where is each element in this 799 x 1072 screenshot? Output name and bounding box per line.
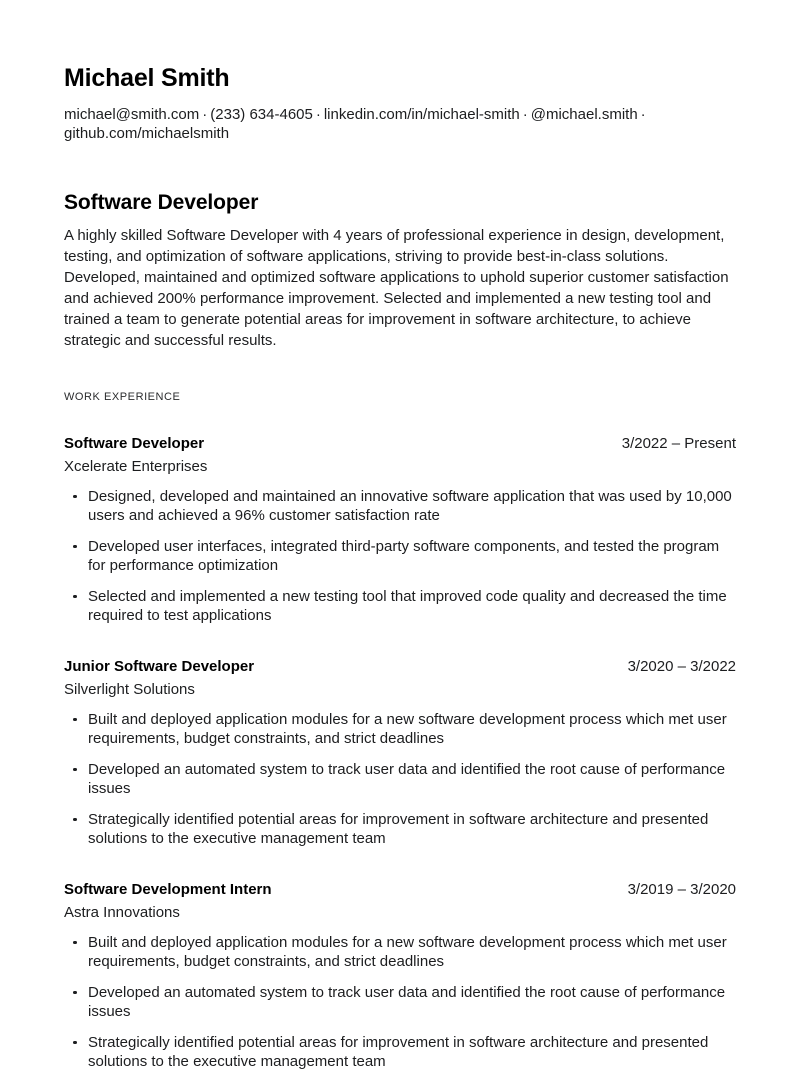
bullet-text: Strategically identified potential areas for improvement in software architecture and presented solutions to the executive management team — [88, 1033, 709, 1071]
contact-item[interactable]: @michael.smith — [530, 105, 638, 123]
entry-date-range: 3/2022 – Present — [621, 434, 736, 452]
entry-header — [64, 880, 736, 900]
entry-header — [64, 657, 736, 677]
work-experience-list — [64, 434, 736, 1072]
contact-item[interactable]: michael@smith.com — [64, 105, 200, 123]
bullet-dot-icon — [73, 718, 77, 722]
entry-bullet-list — [64, 933, 736, 1072]
entry-bullet — [64, 760, 736, 799]
bullet-dot-icon — [73, 595, 77, 599]
entry-bullet-list — [64, 710, 736, 849]
entry-bullet — [64, 810, 736, 849]
bullet-dot-icon — [73, 1041, 77, 1045]
contact-separator: · — [640, 105, 646, 123]
entry-job-title: Software Developer — [64, 434, 205, 452]
entry-bullet — [64, 487, 736, 526]
contact-separator: · — [202, 105, 208, 123]
work-experience-entry — [64, 880, 736, 1072]
bullet-dot-icon — [73, 768, 77, 772]
bullet-text: Developed user interfaces, integrated third-party software components, and tested the program for performance optimization — [88, 537, 720, 575]
bullet-dot-icon — [73, 991, 77, 995]
contact-separator: · — [522, 105, 528, 123]
entry-bullet — [64, 537, 736, 576]
bullet-text: Selected and implemented a new testing tool that improved code quality and decreased the time required to test applications — [88, 587, 727, 625]
bullet-text: Built and deployed application modules for a new software development process which met user requirements, budget constraints, and strict deadlines — [88, 933, 727, 971]
contact-item[interactable]: github.com/michaelsmith — [64, 125, 230, 142]
entry-bullet-list — [64, 487, 736, 626]
bullet-dot-icon — [73, 545, 77, 549]
contact-separator: · — [315, 105, 321, 123]
bullet-dot-icon — [73, 495, 77, 499]
contact-line — [64, 105, 736, 144]
professional-summary: A highly skilled Software Developer with 4 years of professional experience in design, development, testing, and optimization of software applications, striving to provide best-in-class solutions. Developed, maintained and optimized software applications to uphold superior customer satisfaction and achieved 200% performance improvement. Selected and implemented a new testing tool and trained a team to generate potential areas for improvement in software architecture, to achieve strategic and successful results. — [64, 226, 729, 349]
resume-content — [64, 64, 736, 1072]
entry-bullet — [64, 933, 736, 972]
bullet-text: Developed an automated system to track user data and identified the root cause of performance issues — [88, 760, 726, 798]
entry-company-name: Silverlight Solutions — [64, 680, 195, 698]
entry-header — [64, 434, 736, 454]
bullet-text: Strategically identified potential areas for improvement in software architecture and presented solutions to the executive management team — [88, 810, 709, 848]
contact-item[interactable]: linkedin.com/in/michael-smith — [323, 105, 520, 123]
bullet-dot-icon — [73, 941, 77, 945]
entry-date-range: 3/2020 – 3/2022 — [627, 657, 736, 675]
work-experience-entry — [64, 434, 736, 626]
entry-job-title: Software Development Intern — [64, 880, 272, 898]
entry-bullet — [64, 1033, 736, 1072]
bullet-text: Developed an automated system to track user data and identified the root cause of performance issues — [88, 983, 726, 1021]
entry-company-name: Xcelerate Enterprises — [64, 457, 208, 475]
entry-bullet — [64, 587, 736, 626]
entry-bullet — [64, 710, 736, 749]
entry-bullet — [64, 983, 736, 1022]
candidate-name: Michael Smith — [64, 64, 230, 92]
work-experience-entry — [64, 657, 736, 849]
bullet-text: Built and deployed application modules for a new software development process which met user requirements, budget constraints, and strict deadlines — [88, 710, 727, 748]
bullet-dot-icon — [73, 818, 77, 822]
entry-job-title: Junior Software Developer — [64, 657, 255, 675]
entry-date-range: 3/2019 – 3/2020 — [627, 880, 736, 898]
bullet-text: Designed, developed and maintained an innovative software application that was used by 10,000 users and achieved a 96% customer satisfaction rate — [88, 487, 732, 525]
job-headline: Software Developer — [64, 190, 259, 214]
entry-company-name: Astra Innovations — [64, 903, 180, 921]
contact-item[interactable]: (233) 634-4605 — [210, 105, 313, 123]
section-label-work-experience: WORK EXPERIENCE — [64, 390, 181, 403]
